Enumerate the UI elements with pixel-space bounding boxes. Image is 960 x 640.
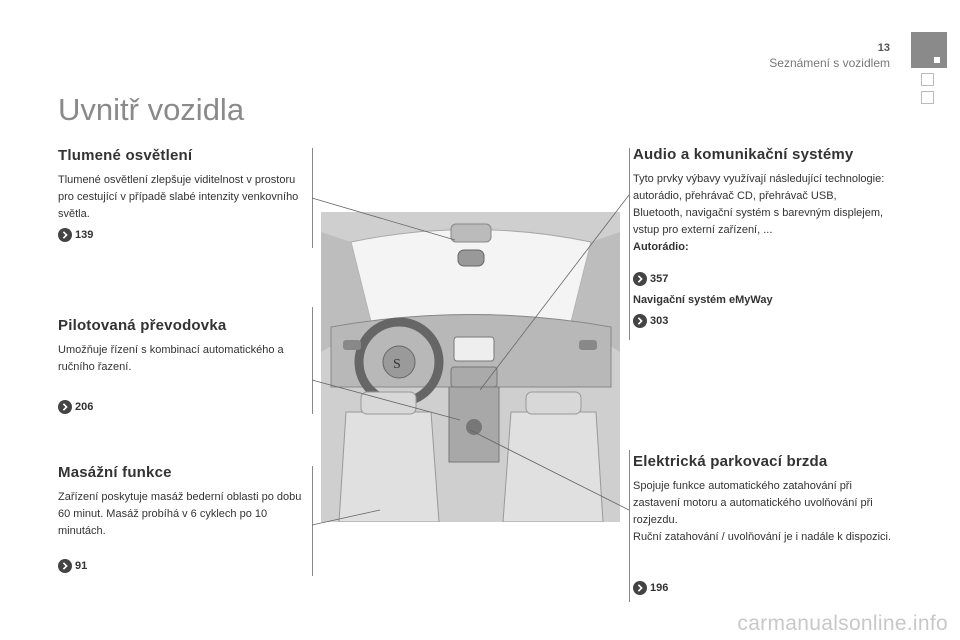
section-title: Masážní funkce (58, 464, 172, 481)
section-title: Elektrická parkovací brzda (633, 453, 828, 470)
reference-number: 139 (75, 229, 94, 241)
section-text: Umožňuje řízení s kombinací automatického a ručního řazení. (58, 344, 284, 373)
section-text: Tlumené osvětlení zlepšuje viditelnost v prostoru pro cestující v případě slabé intenzity venkovního světla. (58, 174, 299, 220)
page-title: Uvnitř vozidla (58, 92, 245, 127)
section-subtitle: Autorádio: (633, 241, 689, 253)
section-text: Tyto prvky výbavy využívají následující technologie: autorádio, přehrávač CD, přehrávač USB, Bluetooth, navigační systém s barevným displejem, vstup pro externí zařízení, ... (633, 173, 885, 236)
page-number: 13 (877, 42, 890, 54)
reference-number: 196 (650, 582, 669, 594)
chapter-title: Seznámení s vozidlem (769, 56, 890, 70)
section-text: Zařízení poskytuje masáž bederní oblasti po dobu 60 minut. Masáž probíhá v 6 cyklech po 10 minutách. (58, 491, 302, 537)
section-title: Pilotovaná převodovka (58, 317, 227, 334)
section-subtitle: Navigační systém eMyWay (633, 294, 773, 306)
section-title: Tlumené osvětlení (58, 147, 193, 164)
section-text: Spojuje funkce automatického zatahování při zastavení motoru a automatického uvolňování při rozjezdu. (633, 480, 873, 526)
reference-number: 357 (650, 273, 669, 285)
svg-text:S: S (393, 357, 401, 372)
reference-number: 206 (75, 401, 94, 413)
section-text: Ruční zatahování / uvolňování je i nadále k dispozici. (633, 531, 892, 543)
reference-number: 91 (75, 560, 88, 572)
section-title: Audio a komunikační systémy (633, 146, 854, 163)
watermark: carmanualsonline.info (737, 612, 948, 635)
reference-number: 303 (650, 315, 669, 327)
